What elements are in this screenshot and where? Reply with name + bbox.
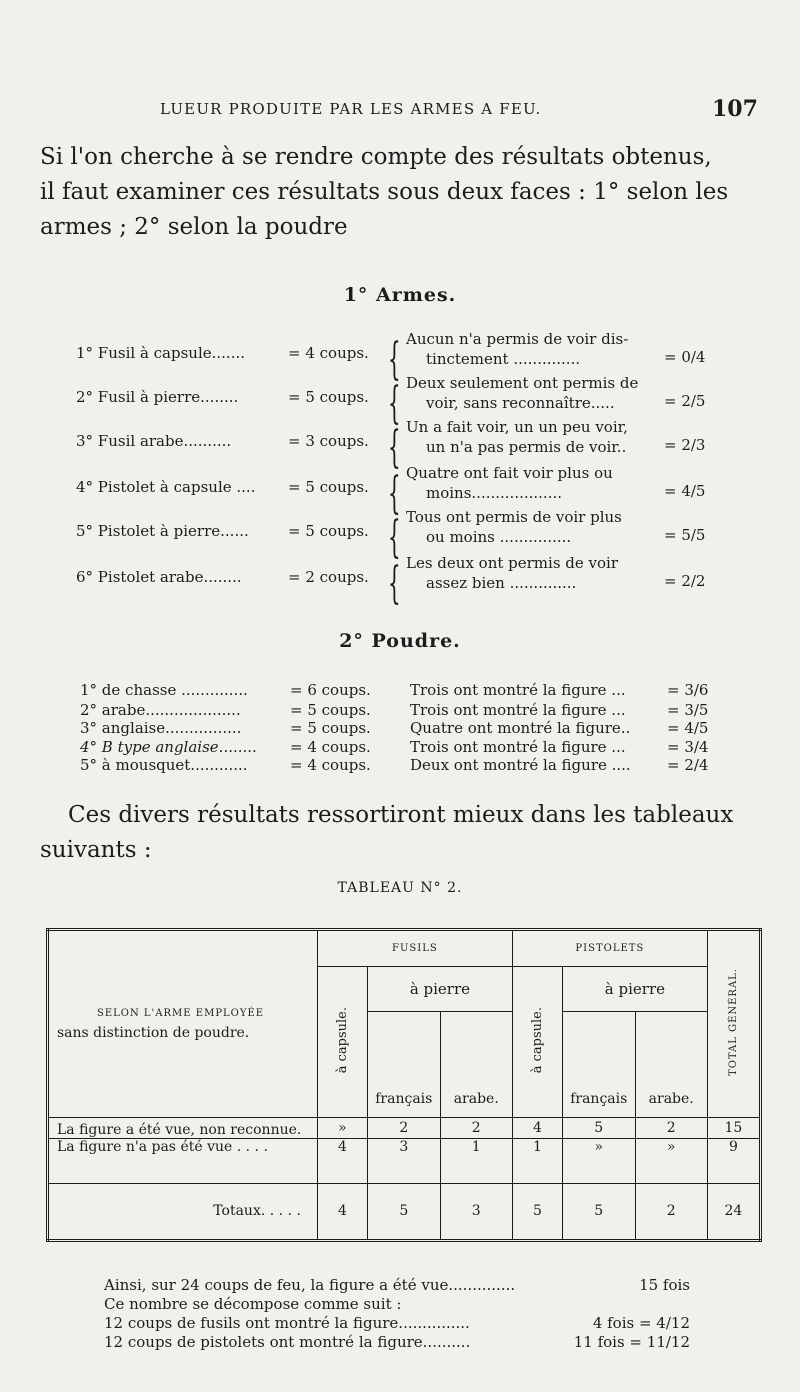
- poudre-label: 2° arabe....................: [80, 701, 241, 719]
- arm-coups: = 5 coups.: [288, 478, 369, 496]
- arm-coups: = 4 coups.: [288, 344, 369, 362]
- arm-coups: = 5 coups.: [288, 388, 369, 406]
- note-text: 12 coups de pistolets ont montré la figure..........: [104, 1333, 471, 1351]
- cell-value: 1: [512, 1138, 562, 1183]
- poudre-observation: Quatre ont montré la figure..: [410, 719, 631, 737]
- poudre-observation: Trois ont montré la figure ...: [410, 701, 626, 719]
- total-general-label: TOTAL GÉNÉRAL.: [727, 968, 739, 1077]
- cell-value: 9: [707, 1138, 760, 1183]
- fusil-capsule-header: [317, 966, 367, 1117]
- brace-icon: {: [388, 558, 401, 609]
- note-value: 11 fois = 11/12: [573, 1333, 690, 1351]
- brace-icon: {: [388, 334, 401, 385]
- corner-subheading: sans distinction de poudre.: [57, 1024, 250, 1041]
- poudre-coups: = 6 coups.: [290, 681, 371, 699]
- note-text: Ainsi, sur 24 coups de feu, la figure a été vue..............: [104, 1276, 516, 1294]
- arm-label: 6° Pistolet arabe........: [76, 568, 242, 586]
- pistolet-arabe-header: arabe.: [635, 1011, 707, 1117]
- cell-value: 1: [440, 1138, 512, 1183]
- arm-observation-cont: assez bien ..............: [426, 574, 577, 592]
- arm-ratio: = 4/5: [664, 482, 706, 500]
- cell-value: »: [317, 1118, 367, 1138]
- arm-observation: Quatre ont fait voir plus ou: [406, 464, 613, 482]
- note-value: 4 fois = 4/12: [592, 1314, 690, 1332]
- intro-line-3: armes ; 2° selon la poudre: [40, 214, 348, 240]
- arm-ratio: = 0/4: [664, 348, 706, 366]
- brace-icon: {: [388, 422, 401, 473]
- note-line-2: [0, 1295, 800, 1314]
- brace-icon: {: [388, 468, 401, 519]
- running-title: LUEUR PRODUITE PAR LES ARMES A FEU.: [160, 100, 542, 118]
- page-header: [0, 96, 800, 126]
- cell-value: 5: [562, 1118, 635, 1138]
- cell-value: 4: [512, 1118, 562, 1138]
- poudre-coups: = 5 coups.: [290, 701, 371, 719]
- arm-observation: Un a fait voir, un un peu voir,: [406, 418, 628, 436]
- note-text: 12 coups de fusils ont montré la figure...............: [104, 1314, 470, 1332]
- total-value: 5: [562, 1183, 635, 1240]
- cell-value: »: [562, 1138, 635, 1183]
- row-label: La figure n'a pas été vue . . . .: [48, 1138, 318, 1183]
- poudre-label: 1° de chasse ..............: [80, 681, 248, 699]
- totals-label: Totaux. . . . .: [48, 1183, 318, 1240]
- fusil-arabe-header: arabe.: [440, 1011, 512, 1117]
- cell-value: »: [635, 1138, 707, 1183]
- arm-observation: Tous ont permis de voir plus: [406, 508, 622, 526]
- cell-value: 4: [317, 1138, 367, 1183]
- total-value: 3: [440, 1183, 512, 1240]
- note-line-4: [0, 1333, 800, 1352]
- total-value: 5: [367, 1183, 440, 1240]
- table-row: [48, 1118, 761, 1138]
- transition-paragraph: [40, 798, 760, 868]
- poudre-row-5: [0, 755, 800, 775]
- poudre-ratio: = 3/4: [667, 738, 709, 756]
- fusil-capsule-label: à capsule.: [334, 1006, 350, 1074]
- total-value: 5: [512, 1183, 562, 1240]
- transition-line-2: suivants :: [40, 837, 152, 863]
- cell-value: 2: [635, 1118, 707, 1138]
- total-value: 24: [707, 1183, 760, 1240]
- arm-label: 2° Fusil à pierre........: [76, 388, 239, 406]
- poudre-observation: Trois ont montré la figure ...: [410, 681, 626, 699]
- poudre-row-3: [0, 718, 800, 738]
- note-line-3: [0, 1314, 800, 1333]
- row-label: La figure a été vue, non reconnue.: [48, 1118, 318, 1138]
- armes-title: 1° Armes.: [343, 284, 457, 306]
- arm-observation-cont: ou moins ...............: [426, 528, 572, 546]
- corner-heading: SELON L'ARME EMPLOYÉE: [97, 1007, 265, 1019]
- poudre-label: 4° B type anglaise........: [80, 738, 257, 756]
- arm-observation: Deux seulement ont permis de: [406, 374, 639, 392]
- poudre-label: 3° anglaise................: [80, 719, 242, 737]
- page-number: 107: [712, 96, 758, 122]
- pistolet-capsule-label: à capsule.: [529, 1006, 545, 1074]
- arm-ratio: = 2/2: [664, 572, 706, 590]
- brace-icon: {: [388, 512, 401, 563]
- total-general-header: [707, 930, 760, 1118]
- pistolet-capsule-header: [512, 966, 562, 1117]
- intro-line-1: Si l'on cherche à se rendre compte des résultats obtenus,: [40, 144, 712, 170]
- poudre-label: 5° à mousquet............: [80, 756, 248, 774]
- arm-row-6: [0, 554, 800, 618]
- arm-observation-cont: tinctement ..............: [426, 350, 581, 368]
- total-value: 4: [317, 1183, 367, 1240]
- arm-label: 1° Fusil à capsule.......: [76, 344, 246, 362]
- cell-value: 15: [707, 1118, 760, 1138]
- poudre-ratio: = 2/4: [667, 756, 709, 774]
- cell-value: 3: [367, 1138, 440, 1183]
- table-caption: TABLEAU N° 2.: [337, 880, 463, 896]
- brace-icon: {: [388, 378, 401, 429]
- poudre-row-1: [0, 680, 800, 700]
- total-value: 2: [635, 1183, 707, 1240]
- arm-label: 4° Pistolet à capsule ....: [76, 478, 256, 496]
- poudre-ratio: = 3/6: [667, 681, 709, 699]
- arm-label: 3° Fusil arabe..........: [76, 432, 232, 450]
- arm-coups: = 3 coups.: [288, 432, 369, 450]
- arm-ratio: = 2/5: [664, 392, 706, 410]
- table-corner-header: [48, 930, 318, 1118]
- group-header-fusils: FUSILS: [317, 930, 512, 967]
- arm-ratio: = 2/3: [664, 436, 706, 454]
- poudre-coups: = 4 coups.: [290, 738, 371, 756]
- poudre-ratio: = 3/5: [667, 701, 709, 719]
- arm-coups: = 5 coups.: [288, 522, 369, 540]
- totals-row: [48, 1183, 761, 1240]
- poudre-row-2: [0, 700, 800, 720]
- cell-value: 2: [367, 1118, 440, 1138]
- arm-observation-cont: voir, sans reconnaître.....: [426, 394, 615, 412]
- arm-coups: = 2 coups.: [288, 568, 369, 586]
- note-value: 15 fois: [639, 1276, 690, 1294]
- pistolet-pierre-header: à pierre: [562, 966, 707, 1011]
- pistolet-francais-header: français: [562, 1011, 635, 1117]
- poudre-coups: = 5 coups.: [290, 719, 371, 737]
- poudre-coups: = 4 coups.: [290, 756, 371, 774]
- arm-observation: Aucun n'a permis de voir dis-: [406, 330, 629, 348]
- arm-ratio: = 5/5: [664, 526, 706, 544]
- cell-value: 2: [440, 1118, 512, 1138]
- poudre-observation: Deux ont montré la figure ....: [410, 756, 631, 774]
- poudre-title: 2° Poudre.: [339, 630, 461, 652]
- arm-label: 5° Pistolet à pierre......: [76, 522, 249, 540]
- arm-observation: Les deux ont permis de voir: [406, 554, 619, 572]
- note-line-1: [0, 1276, 800, 1295]
- fusil-pierre-header: à pierre: [367, 966, 512, 1011]
- poudre-row-4: [0, 737, 800, 757]
- poudre-ratio: = 4/5: [667, 719, 709, 737]
- fusil-francais-header: français: [367, 1011, 440, 1117]
- note-text: Ce nombre se décompose comme suit :: [104, 1295, 402, 1313]
- arm-observation-cont: moins...................: [426, 484, 563, 502]
- transition-line-1: Ces divers résultats ressortiront mieux dans les tableaux: [68, 802, 734, 828]
- intro-line-2: il faut examiner ces résultats sous deux faces : 1° selon les: [40, 179, 729, 205]
- intro-paragraph: [40, 140, 760, 245]
- group-header-pistolets: PISTOLETS: [512, 930, 707, 967]
- results-table: [46, 928, 762, 1242]
- arm-observation-cont: un n'a pas permis de voir..: [426, 438, 627, 456]
- table-row: [48, 1138, 761, 1183]
- poudre-observation: Trois ont montré la figure ...: [410, 738, 626, 756]
